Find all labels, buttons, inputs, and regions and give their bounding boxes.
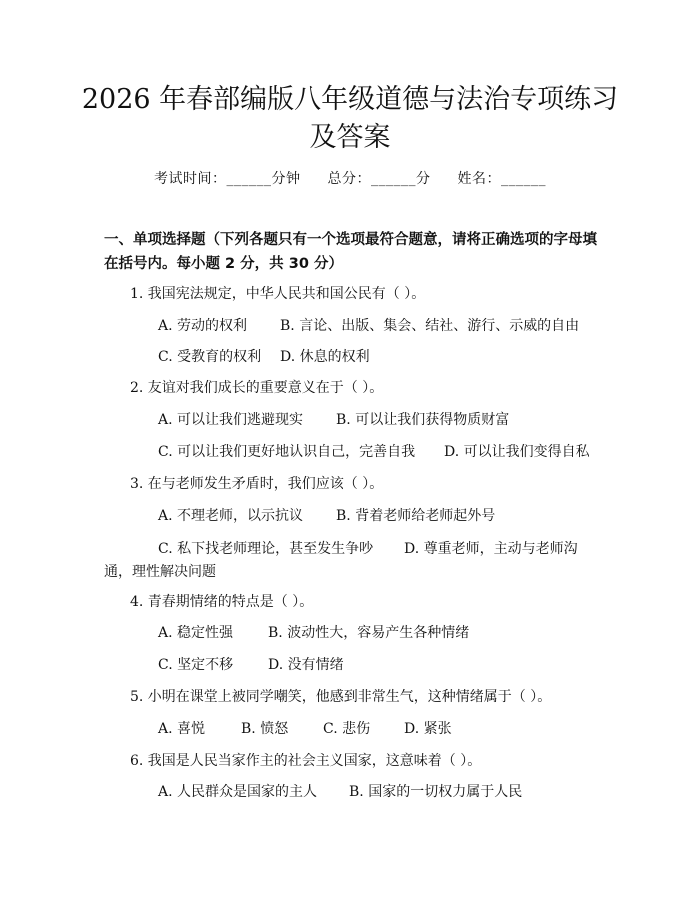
option-b: B. 愤怒 bbox=[241, 721, 289, 737]
exam-name-field: 姓名：______ bbox=[457, 171, 546, 187]
option-a: A. 劳动的权利 bbox=[158, 318, 248, 334]
question-stem: 3. 在与老师发生矛盾时，我们应该（ ）。 bbox=[130, 476, 384, 492]
page-title-line1: 2026 年春部编版八年级道德与法治专项练习 bbox=[81, 84, 619, 115]
exam-time-field: 考试时间：______分钟 bbox=[154, 171, 301, 187]
option-d-continuation: 通，理性解决问题 bbox=[104, 564, 216, 580]
option-c: C. 悲伤 bbox=[323, 721, 371, 737]
option-b: B. 背着老师给老师起外号 bbox=[336, 508, 496, 524]
option-d: D. 可以让我们变得自私 bbox=[444, 444, 590, 460]
exam-info bbox=[0, 168, 700, 188]
option-b: B. 言论、出版、集会、结社、游行、示威的自由 bbox=[280, 318, 580, 334]
option-a: A. 喜悦 bbox=[158, 721, 206, 737]
exam-score-field: 总分：______分 bbox=[327, 171, 431, 187]
option-b: B. 国家的一切权力属于人民 bbox=[349, 784, 523, 800]
question-stem: 5. 小明在课堂上被同学嘲笑，他感到非常生气，这种情绪属于（ ）。 bbox=[130, 689, 552, 705]
question-stem: 4. 青春期情绪的特点是（ ）。 bbox=[130, 594, 314, 610]
section-heading: 一、单项选择题（下列各题只有一个选项最符合题意，请将正确选项的字母填在括号内。每小题 2 分，共 30 分） bbox=[104, 232, 597, 272]
question-stem: 6. 我国是人民当家作主的社会主义国家，这意味着（ ）。 bbox=[130, 753, 482, 769]
option-b: B. 波动性大，容易产生各种情绪 bbox=[268, 625, 470, 641]
option-c: C. 坚定不移 bbox=[158, 657, 234, 673]
option-a: A. 稳定性强 bbox=[158, 625, 234, 641]
option-a: A. 人民群众是国家的主人 bbox=[158, 784, 318, 800]
option-d: D. 没有情绪 bbox=[268, 657, 344, 673]
option-c: C. 受教育的权利 bbox=[158, 349, 262, 365]
question-stem: 2. 友谊对我们成长的重要意义在于（ ）。 bbox=[130, 380, 384, 396]
option-a: A. 可以让我们逃避现实 bbox=[158, 412, 304, 428]
option-c: C. 可以让我们更好地认识自己，完善自我 bbox=[158, 444, 416, 460]
option-a: A. 不理老师，以示抗议 bbox=[158, 508, 304, 524]
question-stem: 1. 我国宪法规定，中华人民共和国公民有（ ）。 bbox=[130, 286, 426, 302]
option-c: C. 私下找老师理论，甚至发生争吵 bbox=[158, 541, 374, 557]
option-d: D. 紧张 bbox=[404, 721, 452, 737]
option-d: D. 尊重老师，主动与老师沟 bbox=[404, 541, 578, 557]
option-d: D. 休息的权利 bbox=[280, 349, 370, 365]
page-title-line2: 及答案 bbox=[309, 122, 391, 153]
option-b: B. 可以让我们获得物质财富 bbox=[336, 412, 510, 428]
